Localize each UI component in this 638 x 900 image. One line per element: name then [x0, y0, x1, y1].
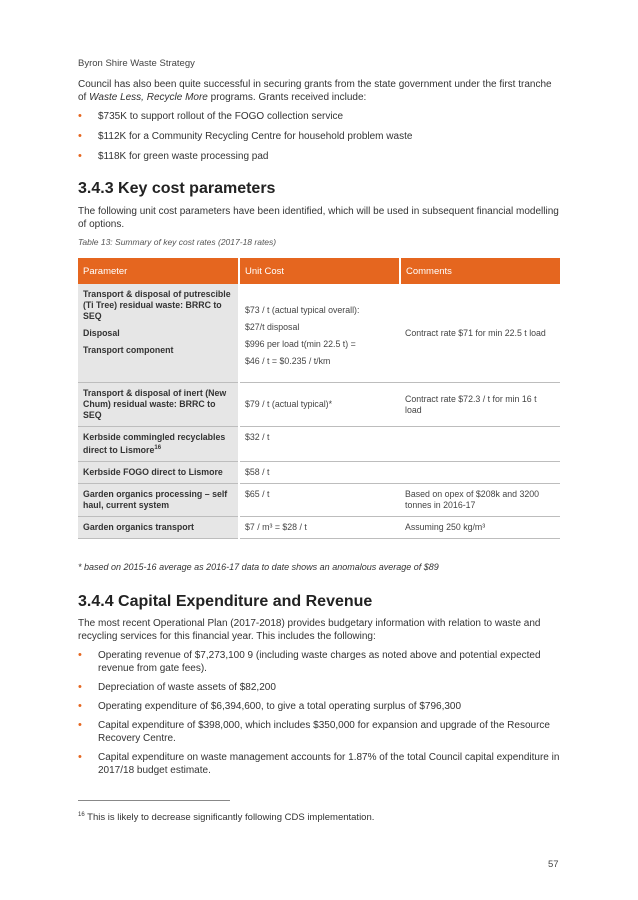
bullet-icon: •: [78, 681, 82, 693]
bullet-icon: •: [78, 719, 82, 731]
section-heading-cost-parameters: 3.4.3 Key cost parameters: [78, 180, 276, 197]
unit-cost-cell: $58 / t: [239, 461, 400, 483]
comments-cell: Contract rate $72.3 / t for min 16 t load: [400, 383, 560, 427]
footnote-ref: 16: [154, 445, 162, 451]
parameter-cell: Garden organics transport: [78, 516, 239, 538]
table-row: [78, 461, 560, 483]
parameter-cell: Kerbside commingled recyclables direct to Lismore$^{16}$: [78, 427, 239, 462]
list-item: • $112K for a Community Recycling Centre for household problem waste: [78, 130, 413, 142]
list-item: • $735K to support rollout of the FOGO collection service: [78, 110, 344, 122]
column-header-parameter: Parameter: [78, 258, 239, 284]
parameter-cell: Garden organics processing – self haul, current system: [78, 483, 239, 516]
unit-cost-cell: $79 / t (actual typical)*: [239, 383, 400, 427]
intro-text: Council has also been quite successful in securing grants from the state government under the first tranche of: [78, 79, 552, 103]
bullet-icon: •: [78, 130, 82, 142]
grants-intro: [78, 78, 560, 104]
page-footnote: $^{16}$ This is likely to decrease significantly following CDS implementation.: [78, 812, 375, 824]
comments-cell: Assuming 250 kg/m³: [400, 516, 560, 538]
comments-cell: [400, 461, 560, 483]
section-intro: The most recent Operational Plan (2017-2018) provides budgetary information with relation to waste and recycling services for this financial year. This includes the following:: [78, 618, 541, 642]
table-row: [78, 383, 560, 427]
column-header-unit-cost: Unit Cost: [239, 258, 400, 284]
page-number: 57: [548, 859, 559, 870]
comments-cell: Contract rate $71 for min 22.5 t load: [400, 284, 560, 383]
section-intro: The following unit cost parameters have been identified, which will be used in subsequent financial modelling of options.: [78, 206, 559, 230]
bullet-icon: •: [78, 751, 82, 763]
unit-cost-cell: $73 / t (actual typical overall): $27/t disposal $996 per load t(min 22.5 t) = $46 / t = $0.235 / t/km: [239, 284, 400, 383]
bullet-icon: •: [78, 110, 82, 122]
table-footnote: * based on 2015-16 average as 2016-17 data to date shows an anomalous average of $89: [78, 562, 439, 572]
list-item: • Capital expenditure on waste management accounts for 1.87% of the total Council capital expenditure in 2017/18 budget estimate.: [78, 751, 560, 776]
bullet-icon: •: [78, 700, 82, 712]
table-row: [78, 284, 560, 383]
unit-cost-cell: $65 / t: [239, 483, 400, 516]
comments-cell: [400, 427, 560, 462]
running-header: Byron Shire Waste Strategy: [78, 58, 195, 69]
table-caption: Table 13: Summary of key cost rates (2017-18 rates): [78, 237, 277, 247]
table-row: [78, 483, 560, 516]
footnote-number: 16: [78, 812, 85, 818]
parameter-cell: Transport & disposal of putrescible (Ti Tree) residual waste: BRRC to SEQ Disposal Transport component: [78, 284, 239, 383]
list-item: • $118K for green waste processing pad: [78, 150, 269, 162]
table-row: [78, 516, 560, 538]
table-row: [78, 427, 560, 462]
bullet-icon: •: [78, 150, 82, 162]
intro-text-end: programs. Grants received include:: [207, 92, 367, 103]
comments-cell: Based on opex of $208k and 3200 tonnes in 2016-17: [400, 483, 560, 516]
program-name: Waste Less, Recycle More: [89, 92, 208, 103]
list-item: • Operating revenue of $7,273,100 9 (including waste charges as noted above and potential expected revenue from gate fees).: [78, 649, 541, 674]
list-item: • Depreciation of waste assets of $82,200: [78, 681, 276, 693]
parameter-cell: Kerbside FOGO direct to Lismore: [78, 461, 239, 483]
parameter-cell: Transport & disposal of inert (New Chum) residual waste: BRRC to SEQ: [78, 383, 239, 427]
footnote-divider: [78, 800, 230, 801]
bullet-icon: •: [78, 649, 82, 661]
cost-table: [78, 258, 560, 539]
unit-cost-cell: $7 / m³ = $28 / t: [239, 516, 400, 538]
section-heading-capex: 3.4.4 Capital Expenditure and Revenue: [78, 593, 373, 610]
list-item: • Capital expenditure of $398,000, which includes $350,000 for expansion and upgrade of the Resource Recovery Centre.: [78, 719, 550, 744]
capex-list: [78, 649, 560, 777]
table-header-row: [78, 258, 560, 284]
grants-list: [78, 110, 560, 163]
list-item: • Operating expenditure of $6,394,600, to give a total operating surplus of $796,300: [78, 700, 462, 712]
unit-cost-cell: $32 / t: [239, 427, 400, 462]
column-header-comments: Comments: [400, 258, 560, 284]
